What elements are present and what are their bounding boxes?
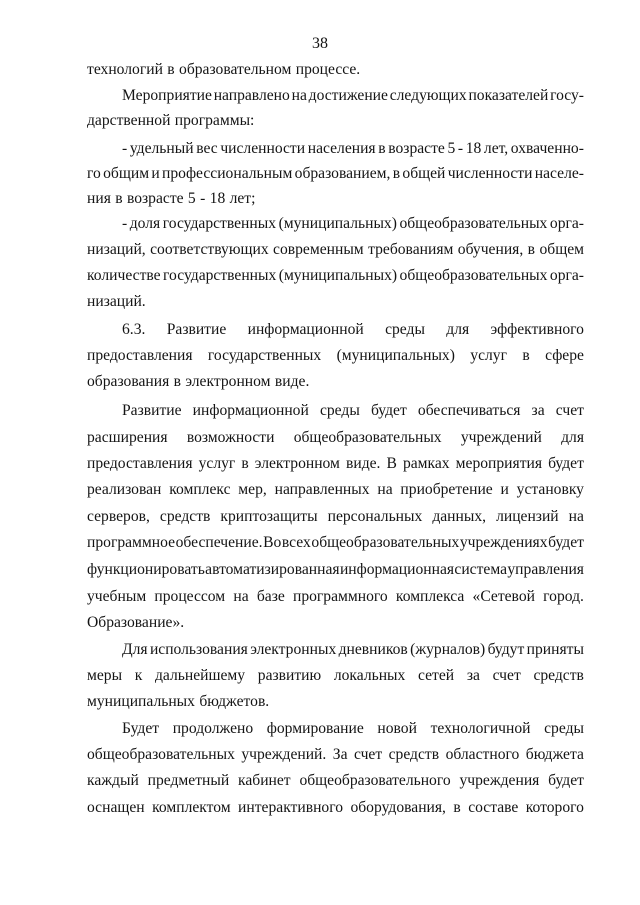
- text-line: серверов, средств криптозащиты персональных данных, лицензий на: [87, 508, 584, 525]
- text-line: общеобразовательных учреждений. За счет средств областного бюджета: [87, 746, 584, 763]
- text-line: технологий в образовательном процессе.: [87, 61, 361, 78]
- text-line: ния в возрасте 5 - 18 лет;: [87, 190, 256, 207]
- text-line: дарственной программы:: [87, 112, 255, 129]
- text-line: предоставления государственных (муниципальных) услуг в сфере: [87, 347, 584, 364]
- text-line: предоставления услуг в электронном виде. В рамках мероприятия будет: [87, 455, 584, 472]
- text-line: меры к дальнейшему развитию локальных сетей за счет средств: [87, 667, 584, 684]
- text-line: каждый предметный кабинет общеобразовательного учреждения будет: [87, 772, 584, 789]
- text-line: функционировать автоматизированная информационная система управления: [87, 561, 584, 578]
- text-line: низаций, соответствующих современным требованиям обучения, в общем: [87, 241, 584, 258]
- text-line: - доля государственных (муниципальных) общеобразовательных орга-: [122, 215, 584, 232]
- text-line: Мероприятие направлено на достижение следующих показателей госу-: [122, 87, 584, 104]
- text-line: - удельный вес численности населения в возрасте 5 - 18 лет, охваченно-: [122, 140, 584, 157]
- text-line: муниципальных бюджетов.: [87, 693, 270, 710]
- text-line: низаций.: [87, 293, 146, 310]
- text-line: Будет продолжено формирование новой технологичной среды: [122, 720, 584, 737]
- text-line: 6.3. Развитие информационной среды для эффективного: [122, 321, 584, 338]
- text-line: Образование».: [87, 614, 185, 631]
- text-line: Для использования электронных дневников (журналов) будут приняты: [122, 641, 584, 658]
- text-line: реализован комплекс мер, направленных на приобретение и установку: [87, 481, 584, 498]
- text-line: оснащен комплектом интерактивного оборудования, в составе которого: [87, 799, 584, 816]
- text-line: расширения возможности общеобразовательных учреждений для: [87, 429, 584, 446]
- page-number: 38: [312, 35, 328, 52]
- text-line: образования в электронном виде.: [87, 373, 310, 390]
- text-line: го общим и профессиональным образованием, в общей численности населе-: [87, 165, 584, 182]
- text-line: количестве государственных (муниципальных) общеобразовательных орга-: [87, 267, 584, 284]
- text-line: Развитие информационной среды будет обеспечиваться за счет: [122, 402, 584, 419]
- text-line: программное обеспечение. Во всех общеобразовательных учреждениях будет: [87, 534, 584, 551]
- text-line: учебным процессом на базе программного комплекса «Сетевой город.: [87, 588, 584, 605]
